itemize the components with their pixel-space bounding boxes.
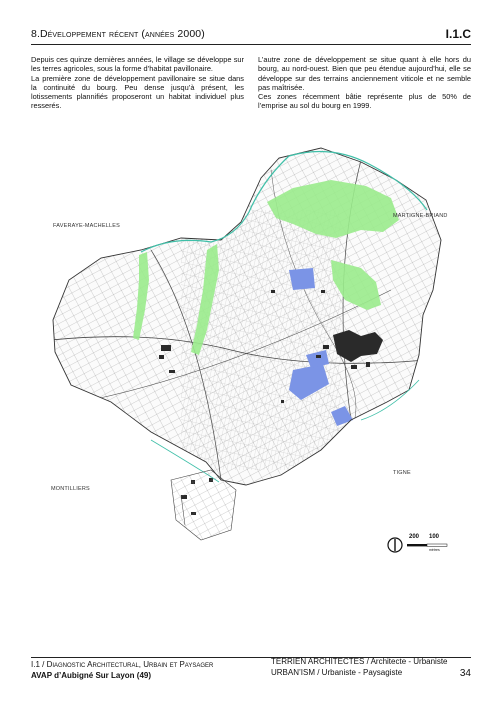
paragraph: Depuis ces quinze dernières années, le village se développe sur les terres agricoles, sous la forme d’habitat pavillonaire. <box>31 55 244 74</box>
place-label-montilliers: MONTILLIERS <box>51 486 90 492</box>
footer-author-1: TERRIEN ARCHITECTES / Architecte - Urbaniste <box>271 657 448 666</box>
cadastral-map <box>31 140 471 560</box>
place-label-tigne: TIGNE <box>393 470 411 476</box>
text-column-right <box>258 55 471 111</box>
footer-project: AVAP d’Aubigné Sur Layon (49) <box>31 671 152 680</box>
place-label-faveraye: FAVERAYE-MACHELLES <box>53 223 120 229</box>
scale-bar <box>407 544 447 546</box>
map-drawing <box>31 140 471 560</box>
paragraph: Ces zones récemment bâtie représente plus de 50% de l’emprise au sol du bourg en 1999. <box>258 92 471 111</box>
scale-label-100: 100 <box>429 534 440 540</box>
section-code: I.1.C <box>445 27 471 41</box>
footer-author-2: URBAN’ISM / Urbaniste - Paysagiste <box>271 668 403 677</box>
scale-label-200: 200 <box>409 534 420 540</box>
paragraph: La première zone de développement pavillonaire se situe dans la continuité du bourg. Peu dense jusqu’à présent, les lotissements plannifiés proposeront un habitat individuel plus resserés. <box>31 73 244 111</box>
place-label-martigne: MARTIGNE-BRIAND <box>393 213 448 219</box>
page-header <box>31 28 471 45</box>
page-footer <box>31 657 471 680</box>
north-arrow <box>388 538 402 552</box>
page-number: 34 <box>459 668 471 679</box>
paragraph: L’autre zone de développement se situe quant à elle hors du bourg, au nord-ouest. Bien que peu étendue aujourd’hui, elle se développe sur des terrains anciennement viticole et ne semble pas maîtrisée. <box>258 55 471 92</box>
scale-unit: mètres <box>429 548 440 552</box>
page-title: 8.Développement récent (années 2000) <box>31 28 205 40</box>
text-column-left <box>31 55 244 111</box>
parcel-grid <box>31 140 471 560</box>
footer-document-title: I.1 / Diagnostic Architectural, Urbain et Paysager <box>31 660 214 669</box>
